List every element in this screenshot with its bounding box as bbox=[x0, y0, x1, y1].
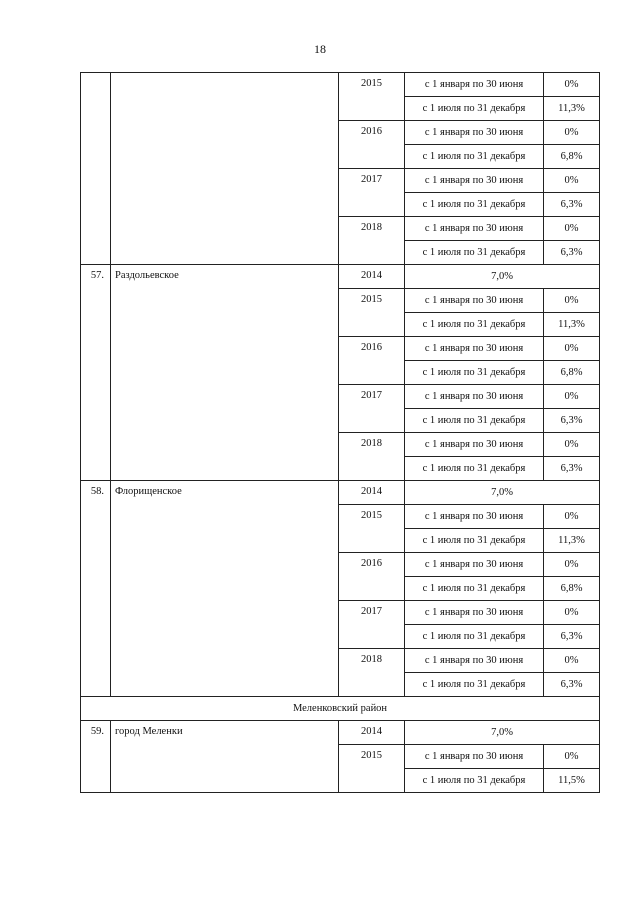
table-row bbox=[81, 481, 600, 505]
settlement-name-cell: Раздольевское bbox=[111, 265, 339, 481]
year-cell: 2016 bbox=[339, 121, 405, 169]
period-cell: с 1 января по 30 июня bbox=[405, 289, 544, 313]
rate-cell: 6,8% bbox=[544, 145, 600, 169]
year-cell: 2017 bbox=[339, 601, 405, 649]
table-row bbox=[81, 265, 600, 289]
year-cell: 2018 bbox=[339, 649, 405, 697]
year-cell: 2015 bbox=[339, 505, 405, 553]
rate-cell: 0% bbox=[544, 745, 600, 769]
rate-cell: 11,3% bbox=[544, 529, 600, 553]
period-cell: с 1 января по 30 июня bbox=[405, 649, 544, 673]
rate-cell: 6,3% bbox=[544, 673, 600, 697]
rate-cell: 6,3% bbox=[544, 241, 600, 265]
period-cell: с 1 января по 30 июня bbox=[405, 169, 544, 193]
year-cell: 2015 bbox=[339, 289, 405, 337]
row-number-cell: 58. bbox=[81, 481, 111, 697]
period-cell: с 1 июля по 31 декабря bbox=[405, 673, 544, 697]
rate-cell: 7,0% bbox=[405, 265, 600, 289]
period-cell: с 1 января по 30 июня bbox=[405, 433, 544, 457]
rate-cell: 0% bbox=[544, 73, 600, 97]
settlement-name-cell bbox=[111, 73, 339, 265]
rate-cell: 0% bbox=[544, 337, 600, 361]
period-cell: с 1 июля по 31 декабря bbox=[405, 97, 544, 121]
year-cell: 2015 bbox=[339, 745, 405, 793]
page-number: 18 bbox=[314, 42, 326, 56]
period-cell: с 1 июля по 31 декабря bbox=[405, 457, 544, 481]
period-cell: с 1 января по 30 июня bbox=[405, 385, 544, 409]
rate-cell: 0% bbox=[544, 289, 600, 313]
period-cell: с 1 января по 30 июня bbox=[405, 745, 544, 769]
row-number-cell bbox=[81, 73, 111, 265]
period-cell: с 1 июля по 31 декабря bbox=[405, 409, 544, 433]
rate-cell: 7,0% bbox=[405, 481, 600, 505]
rate-cell: 0% bbox=[544, 121, 600, 145]
rate-cell: 0% bbox=[544, 553, 600, 577]
rate-cell: 0% bbox=[544, 217, 600, 241]
period-cell: с 1 июля по 31 декабря bbox=[405, 529, 544, 553]
period-cell: с 1 января по 30 июня bbox=[405, 217, 544, 241]
period-cell: с 1 января по 30 июня bbox=[405, 73, 544, 97]
rate-cell: 11,3% bbox=[544, 97, 600, 121]
period-cell: с 1 июля по 31 декабря bbox=[405, 241, 544, 265]
year-cell: 2017 bbox=[339, 385, 405, 433]
row-number-cell: 59. bbox=[81, 721, 111, 793]
period-cell: с 1 января по 30 июня bbox=[405, 121, 544, 145]
rate-cell: 0% bbox=[544, 649, 600, 673]
period-cell: с 1 января по 30 июня bbox=[405, 601, 544, 625]
year-cell: 2014 bbox=[339, 721, 405, 745]
table-row bbox=[81, 73, 600, 97]
year-cell: 2016 bbox=[339, 337, 405, 385]
year-cell: 2015 bbox=[339, 73, 405, 121]
year-cell: 2014 bbox=[339, 481, 405, 505]
year-cell: 2014 bbox=[339, 265, 405, 289]
tariff-table bbox=[80, 72, 600, 793]
table-row bbox=[81, 697, 600, 721]
rate-cell: 0% bbox=[544, 601, 600, 625]
rate-cell: 11,5% bbox=[544, 769, 600, 793]
period-cell: с 1 января по 30 июня bbox=[405, 553, 544, 577]
rate-cell: 11,3% bbox=[544, 313, 600, 337]
period-cell: с 1 июля по 31 декабря bbox=[405, 193, 544, 217]
period-cell: с 1 января по 30 июня bbox=[405, 337, 544, 361]
period-cell: с 1 июля по 31 декабря bbox=[405, 577, 544, 601]
period-cell: с 1 июля по 31 декабря bbox=[405, 769, 544, 793]
year-cell: 2017 bbox=[339, 169, 405, 217]
rate-cell: 6,3% bbox=[544, 409, 600, 433]
rate-cell: 6,3% bbox=[544, 625, 600, 649]
rate-cell: 6,3% bbox=[544, 193, 600, 217]
settlement-name-cell: город Меленки bbox=[111, 721, 339, 793]
period-cell: с 1 января по 30 июня bbox=[405, 505, 544, 529]
year-cell: 2018 bbox=[339, 433, 405, 481]
settlement-name-cell: Флорищенское bbox=[111, 481, 339, 697]
rate-cell: 6,8% bbox=[544, 361, 600, 385]
rate-cell: 6,3% bbox=[544, 457, 600, 481]
rate-cell: 0% bbox=[544, 169, 600, 193]
year-cell: 2016 bbox=[339, 553, 405, 601]
district-header: Меленковский район bbox=[81, 697, 600, 721]
rate-cell: 0% bbox=[544, 433, 600, 457]
rate-cell: 6,8% bbox=[544, 577, 600, 601]
rate-cell: 0% bbox=[544, 505, 600, 529]
period-cell: с 1 июля по 31 декабря bbox=[405, 145, 544, 169]
rate-cell: 0% bbox=[544, 385, 600, 409]
rate-cell: 7,0% bbox=[405, 721, 600, 745]
table-row bbox=[81, 721, 600, 745]
row-number-cell: 57. bbox=[81, 265, 111, 481]
period-cell: с 1 июля по 31 декабря bbox=[405, 361, 544, 385]
period-cell: с 1 июля по 31 декабря bbox=[405, 625, 544, 649]
year-cell: 2018 bbox=[339, 217, 405, 265]
period-cell: с 1 июля по 31 декабря bbox=[405, 313, 544, 337]
